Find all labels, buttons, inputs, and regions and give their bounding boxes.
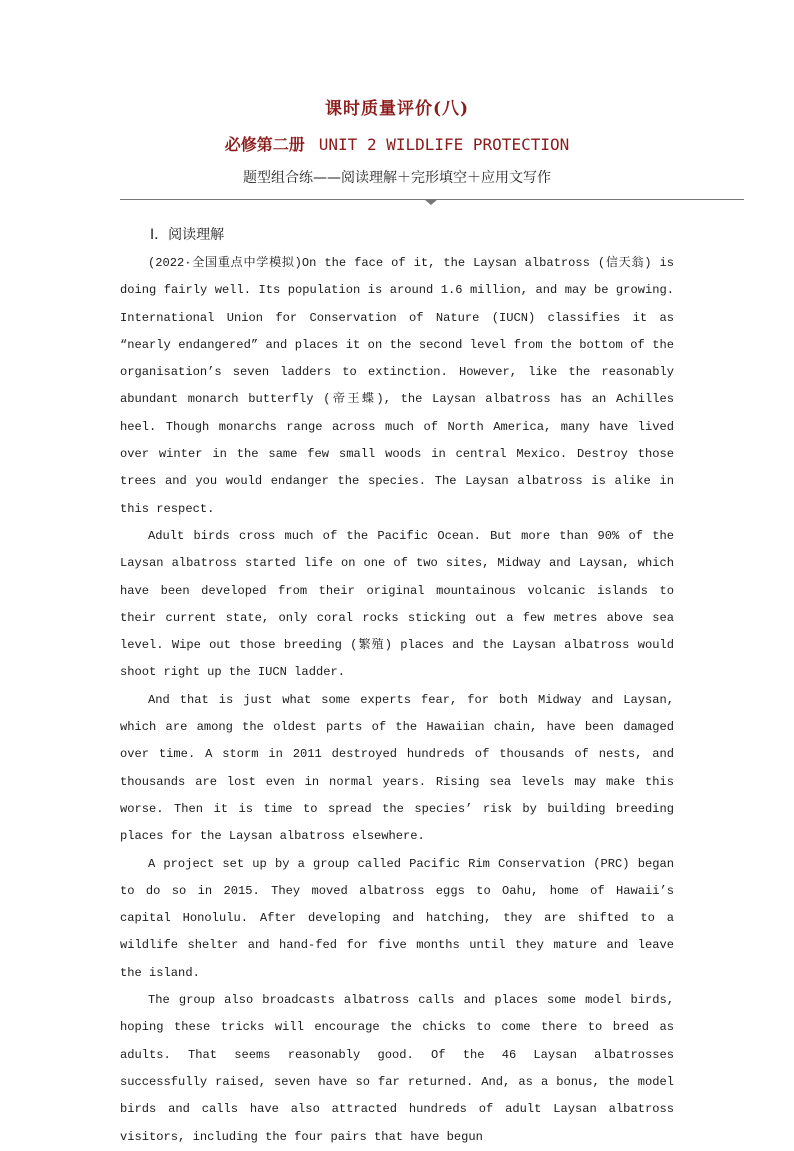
passage-paragraph: And that is just what some experts fear, for both Midway and Laysan, which are among the oldest parts of the Hawaiian chain, have been damaged over time. A storm in 2011 destroyed hundreds of thousands of nests, and thousands are lost even in normal years. Rising sea levels may make this worse. Then it is time to spread the species’ risk by building breeding places for the Laysan albatross elsewhere. [120,692,674,844]
reading-passage [120,250,674,1151]
section-heading: Ⅰ．阅读理解 [150,227,225,243]
subtitle-unit: UNIT 2 WILDLIFE PROTECTION [318,135,570,154]
page-subtitle [0,134,794,156]
passage-paragraph: Adult birds cross much of the Pacific Ocean. But more than 90% of the Laysan albatross started life on one of two sites, Midway and Laysan, which have been developed from their original mountainous volcanic islands to their current state, only coral rocks sticking out a few metres above sea level. Wipe out those breeding (繁殖) places and the Laysan albatross would shoot right up the IUCN ladder. [120,528,674,680]
passage-paragraph: A project set up by a group called Pacific Rim Conservation (PRC) began to do so in 2015. They moved albatross eggs to Oahu, home of Hawaii’s capital Honolulu. After developing and hatching, they are shifted to a wildlife shelter and hand-fed for five months until they mature and leave the island. [120,856,674,980]
passage-paragraph: The group also broadcasts albatross calls and places some model birds, hoping these tricks will encourage the chicks to come there to breed as adults. That seems reasonably good. Of the 46 Laysan albatrosses successfully raised, seven have so far returned. And, as a bonus, the model birds and calls have also attracted hundreds of adult Laysan albatross visitors, including the four pairs that have begun [120,993,674,1144]
divider-notch-icon [424,199,438,205]
subtitle-book: 必修第二册 [224,135,305,154]
page-title: 课时质量评价(八) [324,99,470,119]
exercise-tagline: 题型组合练——阅读理解＋完形填空＋应用文写作 [243,170,551,186]
passage-paragraph: (2022·全国重点中学模拟)On the face of it, the Laysan albatross (信天翁) is doing fairly well. Its population is around 1.6 million, and may be growing. International Union for Conservation of Nature (IUCN) classifies it as “nearly endangered” and places it on the second level from the bottom of the organisation’s seven ladders to extinction. However, like the reasonably abundant monarch butterfly (帝王蝶), the Laysan albatross has an Achilles heel. Though monarchs range across much of North America, many have lived over winter in the same few small woods in central Mexico. Destroy those trees and you would endanger the species. The Laysan albatross is alike in this respect. [120,256,674,516]
